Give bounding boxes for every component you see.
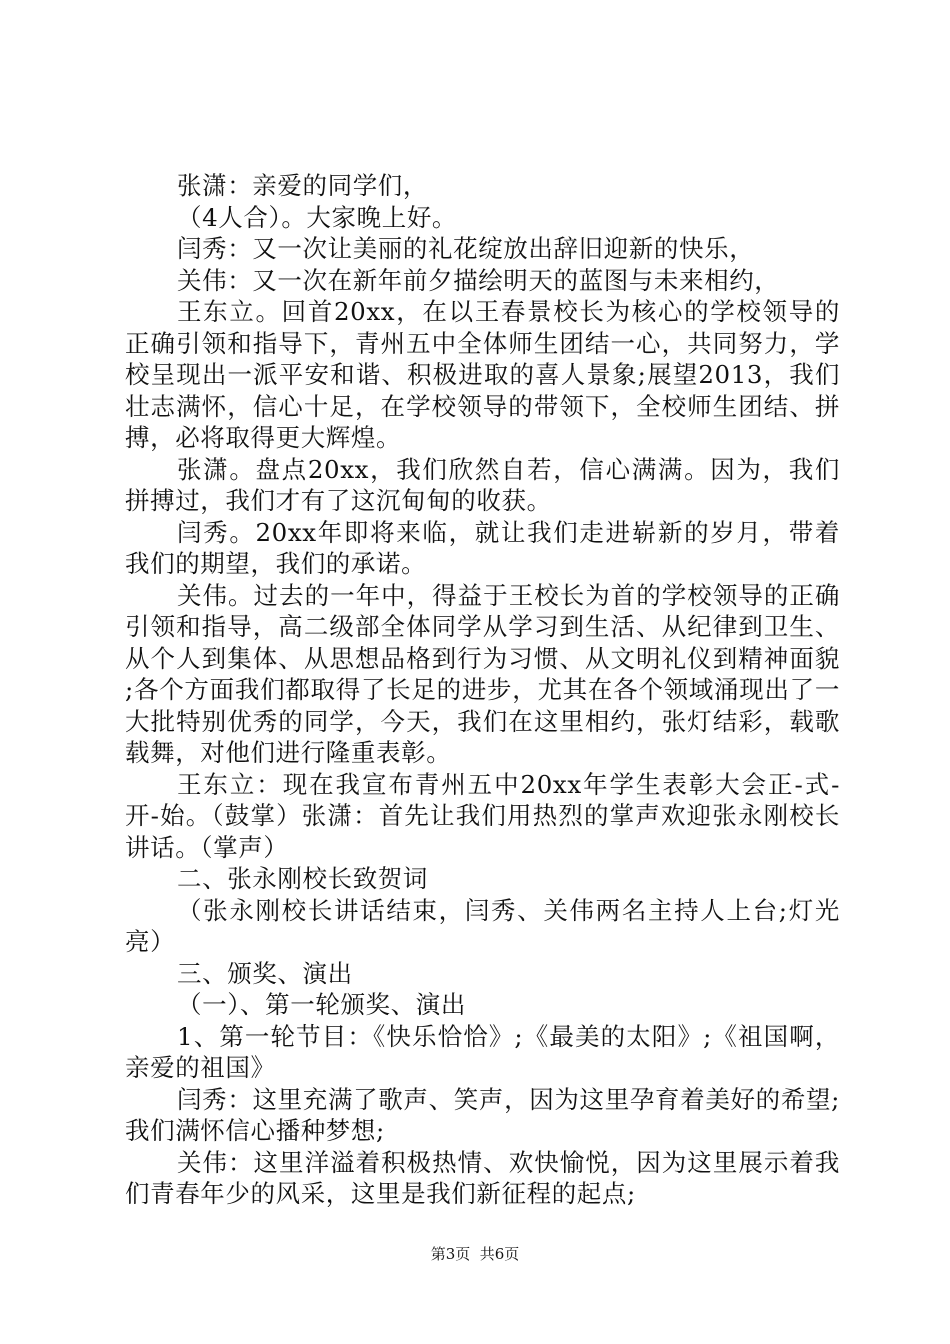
paragraph-yanxiu-1: 闫秀：又一次让美丽的礼花绽放出辞旧迎新的快乐， <box>177 234 755 263</box>
document-body <box>125 170 840 1210</box>
paragraph-guanwei-3: 关伟：这里洋溢着积极热情、欢快愉悦，因为这里展示着我们青春年少的风采，这里是我们新征程的起点; <box>125 1147 840 1208</box>
paragraph-wangdongli-1: 王东立。回首20xx，在以王春景校长为核心的学校领导的正确引领和指导下，青州五中全体师生团结一心，共同努力，学校呈现出一派平安和谐、积极进取的喜人景象;展望2013，我们壮志满怀，信心十足，在学校领导的带领下，全校师生团结、拼搏，必将取得更大辉煌。 <box>125 297 840 452</box>
paragraph-yanxiu-3: 闫秀：这里充满了歌声、笑声，因为这里孕育着美好的希望;我们满怀信心播种梦想; <box>125 1084 840 1145</box>
section-heading-2: 二、张永刚校长致贺词 <box>177 864 428 893</box>
paragraph-guanwei-2: 关伟。过去的一年中，得益于王校长为首的学校领导的正确引领和指导，高二级部全体同学从学习到生活、从纪律到卫生、从个人到集体、从思想品格到行为习惯、从文明礼仪到精神面貌 ;各个方面我们都取得了长足的进步，尤其在各个领域涌现出了一大批特别优秀的同学，今天，我们在这里相约，张灯结彩，载歌载舞，对他们进行隆重表彰。 <box>125 580 840 767</box>
section-heading-3: 三、颁奖、演出 <box>177 958 353 988</box>
paragraph-yanxiu-2: 闫秀。20xx年即将来临，就让我们走进崭新的岁月，带着我们的期望，我们的承诺。 <box>125 517 840 578</box>
paragraph-zhangxiao-2: 张潇。盘点20xx，我们欣然自若，信心满满。因为，我们拼搏过，我们才有了这沉甸甸的收获。 <box>125 454 840 515</box>
page-number-label: 第3页 共6页 <box>430 1245 520 1263</box>
paragraph-stage-note: （张永刚校长讲话结束，闫秀、关伟两名主持人上台;灯光亮） <box>125 895 840 956</box>
paragraph-guanwei-1: 关伟：又一次在新年前夕描绘明天的蓝图与未来相约， <box>177 265 780 295</box>
paragraph-greeting-all: （4人合）。大家晚上好。 <box>177 202 458 232</box>
paragraph-greeting-zhang: 张潇：亲爱的同学们， <box>177 171 428 200</box>
paragraph-wangdongli-2: 王东立：现在我宣布青州五中20xx年学生表彰大会正-式-开-始。（鼓掌）张潇：首先让我们用热烈的掌声欢迎张永刚校长讲话。（掌声） <box>125 769 840 862</box>
subsection-heading-1: （一）、第一轮颁奖、演出 <box>177 990 466 1019</box>
page-footer <box>0 1244 950 1264</box>
paragraph-program-list: 1、第一轮节目：《快乐恰恰》;《最美的太阳》;《祖国啊，亲爱的祖国》 <box>125 1021 840 1082</box>
